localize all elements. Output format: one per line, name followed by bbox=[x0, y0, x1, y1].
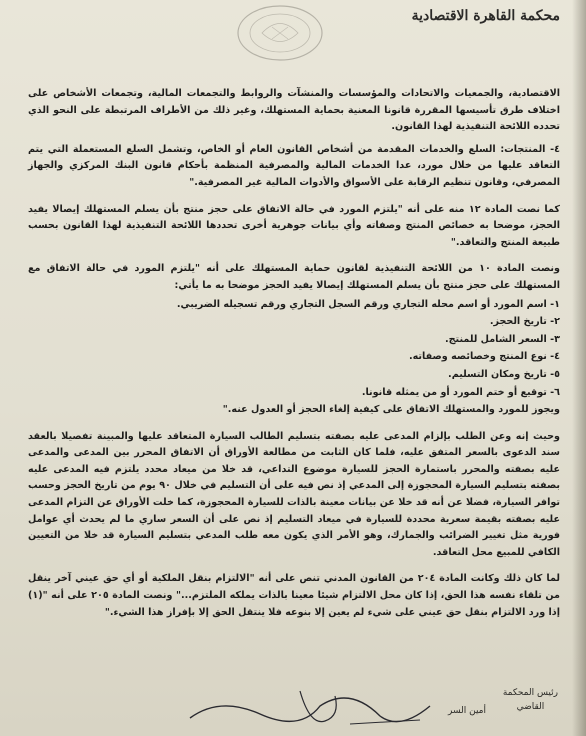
paragraph-cancellation: ويجوز للمورد والمستهلك الاتفاق على كيفية إلغاء الحجز أو العدول عنه." bbox=[222, 404, 560, 416]
page-edge-shadow bbox=[572, 0, 586, 736]
secretary-title: أمين السر bbox=[448, 706, 486, 716]
president-title: رئيس المحكمة bbox=[502, 688, 558, 698]
list-item-signature: ٦- توقيع أو ختم المورد أو من يمثله قانونا. bbox=[361, 386, 560, 398]
paragraph-products-definition: ٤- المنتجات: السلع والخدمات المقدمة من أشخاص القانون العام أو الخاص، وتشمل السلع المستعملة التي يتم التعاقد عليها من خلال مورد، عدا الخدمات المالية والمصرفية المنظمة بأحكام قانون البنك المركزي والجهاز المصرفي، وقانون تنظيم الرقابة على الأسواق والأدوات المالية غير المصرفية." bbox=[28, 143, 560, 188]
list-item-supplier-name: ١- اسم المورد أو اسم محله التجاري ورقم السجل التجاري ورقم تسجيله الضريبي. bbox=[176, 298, 560, 310]
president-signature-block bbox=[503, 686, 558, 714]
paragraph-article-12: كما نصت المادة ١٢ منه على أنه "يلتزم المورد في حالة الاتفاق على حجز منتج بأن يسلم المستهلك إيصالا يفيد الحجز، موضحا به خصائص المنتج وصفاته وأي بيانات جوهرية أخرى تحددها اللائحة التنفيذية لهذا القانون بحسب طبيعة المنتج والتعاقد." bbox=[28, 203, 561, 248]
paragraph-definitions-cont: الاقتصادية، والجمعيات والاتحادات والمؤسسات والمنشآت والروابط والتجمعات المالية، وتجمعات الأشخاص على اختلاف طرق تأسيسها المقررة قانونا المعنية بحماية المستهلك، وغير ذلك من الأطراف المرتبطة على النحو الذي تحدده اللائحة التنفيذية لهذا القانون. bbox=[28, 88, 560, 133]
president-subtitle: القاضي bbox=[516, 702, 545, 712]
paragraph-regulation-article-10: ونصت المادة ١٠ من اللائحة التنفيذية لقانون حماية المستهلك على أنه "يلتزم المورد في حالة الاتفاق مع المستهلك على حجز منتج بأن يسلم المستهلك إيصالا يفيد الحجز موضحا به ما يأتي: bbox=[28, 263, 560, 291]
paragraph-court-reasoning: وحيث إنه وعن الطلب بإلزام المدعى عليه بصفته بتسليم الطالب السيارة المتعاقد عليها والمبينة تفصيلا بالعقد سند الدعوى بالسعر المتفق عليه، فلما كان الثابت من مطالعة الأوراق أن الاتفاق المحرر بين المدعى والمدعى عليه بصفته والمحرر باستمارة الحجز للسيارة موضوع التداعي، قد خلا من ميعاد محدد يلتزم فيه المدعى عليه بصفته بتسليم السيارة المحجوزة إلى المدعي إذ نص فيه على أن التسليم في خلال ٩٠ يوم من تاريخ الحجز وحسب توافر السيارة، فضلا عن أنه قد خلا عن بيانات معينة بالذات للسيارة المحجوزة، كما خلت الأوراق عن التزام المدعى عليه بصفته بقيمة سعرية محددة للسيارة في ميعاد التسليم إذ نص على أن السعر ساري ما لم يحدث أي عوامل فورية مثل تغيير الضرائب والجمارك، وهو الأمر الذي يكون معه طلب المدعي بتسليم السيارة قد خلا من التعيين الكافي للمبيع محل التعاقد. bbox=[28, 430, 560, 558]
watermark-seal-icon bbox=[232, 2, 328, 64]
signature-area bbox=[0, 676, 586, 736]
list-item-booking-date: ٢- تاريخ الحجز. bbox=[489, 316, 560, 328]
document-body bbox=[28, 86, 560, 627]
handwritten-signature-icon bbox=[150, 676, 450, 736]
list-item-delivery: ٥- تاريخ ومكان التسليم. bbox=[448, 368, 560, 380]
paragraph-civil-code: لما كان ذلك وكانت المادة ٢٠٤ من القانون المدني تنص على أنه "الالتزام بنقل الملكية أو أي حق عيني آخر ينقل من تلقاء نفسه هذا الحق، إذا كان محل الالتزام شيئا معينا بالذات يملكه الملتزم..." ونصت المادة ٢٠٥ على أنه "(١) إذا ورد الالتزام بنقل حق عيني على شيء لم يعين إلا بنوعه فلا ينتقل الحق إلا بإفراز هذا الشيء." bbox=[28, 573, 560, 618]
court-name-header: محكمة القاهرة الاقتصادية bbox=[411, 8, 560, 24]
list-item-product-type: ٤- نوع المنتج وخصائصه وصفاته. bbox=[408, 351, 560, 363]
list-item-total-price: ٣- السعر الشامل للمنتج. bbox=[445, 333, 560, 345]
